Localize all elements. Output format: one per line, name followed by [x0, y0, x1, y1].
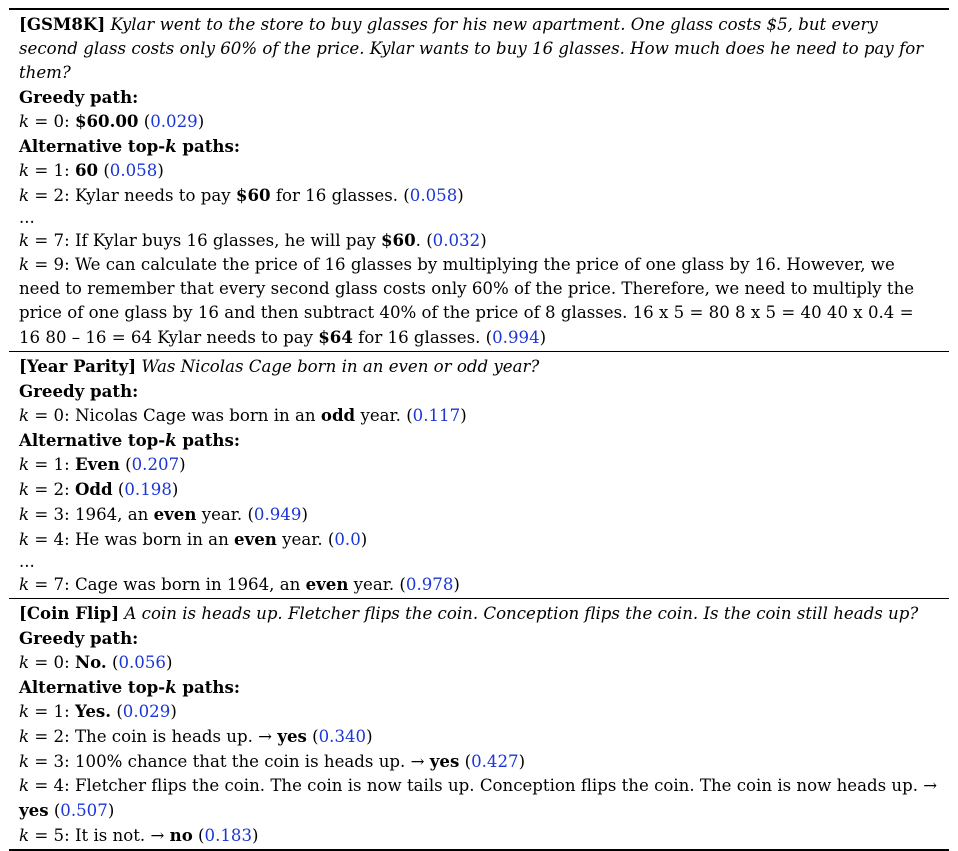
path-text-tail: year. [196, 505, 243, 524]
path-text: If Kylar buys 16 glasses, he will pay [74, 231, 381, 250]
alternative-label: Alternative top-k paths: [19, 430, 240, 450]
k-index: 2 [53, 727, 65, 746]
k-index: 0 [53, 406, 65, 425]
confidence-score: 0.058 [409, 186, 458, 205]
path-line: k = 1: Yes. (0.029) [19, 701, 177, 721]
path-answer: yes [429, 751, 460, 771]
confidence-score: 0.056 [118, 653, 166, 672]
k-variable: k [19, 575, 30, 594]
dataset-tag: [Coin Flip] [19, 603, 120, 623]
k-index: 0 [53, 112, 65, 131]
question-text: A coin is heads up. Fletcher flips the coin. Conception flips the coin. Is the coin still heads up? [124, 604, 919, 623]
path-text: Nicolas Cage was born in an [74, 406, 321, 425]
path-answer: Odd [74, 479, 113, 499]
path-text-tail: for 16 glasses. [270, 186, 399, 205]
path-text: The coin is heads up. → [74, 727, 278, 746]
k-index: 3 [53, 752, 65, 771]
k-index: 1 [53, 455, 65, 474]
k-variable: k [19, 530, 30, 549]
confidence-score: 0.978 [405, 575, 454, 594]
confidence-score: 0.207 [131, 455, 180, 474]
k-index: 1 [53, 161, 65, 180]
path-answer: even [153, 504, 197, 524]
question-text: Kylar went to the store to buy glasses for his new apartment. One glass costs $5, but every second glass costs only 60% of the price. Kylar wants to buy 16 glasses. How much does he need to pay for them? [19, 15, 924, 82]
greedy-label: Greedy path: [19, 628, 139, 648]
path-answer: Even [74, 454, 120, 474]
confidence-score: 0.198 [124, 480, 172, 499]
question-line [19, 354, 939, 379]
k-index: 3 [53, 505, 65, 524]
path-answer: yes [277, 726, 307, 746]
alternative-label: Alternative top-k paths: [19, 677, 240, 697]
k-variable: k [19, 727, 30, 746]
confidence-score: 0.029 [122, 702, 171, 721]
path-line: k = 1: 60 (0.058) [19, 160, 164, 180]
path-line: k = 2: Kylar needs to pay $60 for 16 glasses. (0.058) [19, 185, 464, 205]
example-section [9, 351, 949, 598]
question-line [19, 12, 939, 85]
path-answer: no [169, 825, 193, 845]
k-index: 7 [53, 575, 65, 594]
k-variable: k [19, 702, 30, 721]
path-line: k = 3: 1964, an even year. (0.949) [19, 504, 308, 524]
path-answer: $64 [318, 327, 353, 347]
path-line: k = 0: No. (0.056) [19, 652, 173, 672]
path-answer: odd [320, 405, 356, 425]
k-index: 2 [53, 480, 65, 499]
k-variable: k [19, 255, 30, 274]
confidence-score: 0.340 [318, 727, 367, 746]
k-variable: k [19, 653, 30, 672]
k-variable: k [19, 231, 30, 250]
path-text: Cage was born in 1964, an [74, 575, 306, 594]
k-variable: k [19, 186, 30, 205]
path-line: k = 7: If Kylar buys 16 glasses, he will pay $60. (0.032) [19, 230, 487, 250]
example-section [9, 10, 949, 351]
confidence-score: 0.029 [150, 112, 198, 131]
k-variable: k [19, 505, 30, 524]
path-answer: yes [19, 800, 49, 820]
path-answer: Yes. [74, 701, 112, 721]
k-variable: k [19, 826, 30, 845]
k-index: 4 [53, 776, 65, 795]
path-text: We can calculate the price of 16 glasses by multiplying the price of one glass by 16. However, we need to remember that every second glass costs only 60% of the price. Therefore, we need to multiply the price of one glass by 16 and then subtract 40% of the price of 8 glasses. 16 x 5 = 80 8 x 5 = 40 40 x 0.4 = 16 80 – 16 = 64 Kylar needs to pay [19, 255, 915, 347]
path-text-tail: for 16 glasses. [352, 328, 481, 347]
confidence-score: 0.507 [60, 801, 108, 820]
path-text-tail: . [415, 231, 421, 250]
example-section [9, 598, 949, 849]
path-line: k = 9: We can calculate the price of 16 glasses by multiplying the price of one glass by 16. However, we need to remember that every second glass costs only 60% of the price. Therefore, we need to multiply the price of one glass by 16 and then subtract 40% of the price of 8 glasses. 16 x 5 = 80 8 x 5 = 40 40 x 0.4 = 16 80 – 16 = 64 Kylar needs to pay $64 for 16 glasses. (0.994) [19, 255, 915, 347]
path-line: k = 0: $60.00 (0.029) [19, 111, 205, 131]
k-index: 7 [53, 231, 65, 250]
k-index: 5 [53, 826, 65, 845]
ellipsis: ... [19, 208, 35, 227]
path-answer: even [305, 574, 349, 594]
k-variable: k [19, 406, 30, 425]
path-answer: $60 [381, 230, 416, 250]
path-text-tail: year. [348, 575, 395, 594]
decoding-paths-table [9, 8, 949, 851]
k-index: 0 [53, 653, 65, 672]
path-answer: 60 [74, 160, 99, 180]
path-text: 100% chance that the coin is heads up. → [74, 752, 430, 771]
k-variable: k [19, 112, 30, 131]
confidence-score: 0.994 [492, 328, 540, 347]
greedy-label: Greedy path: [19, 381, 139, 401]
path-line: k = 4: He was born in an even year. (0.0) [19, 529, 368, 549]
k-variable: k [19, 776, 30, 795]
path-text: It is not. → [74, 826, 170, 845]
k-variable: k [19, 455, 30, 474]
dataset-tag: [GSM8K] [19, 14, 106, 34]
k-variable: k [19, 752, 30, 771]
k-index: 2 [53, 186, 65, 205]
path-line: k = 7: Cage was born in 1964, an even year. (0.978) [19, 574, 460, 594]
path-text-tail: year. [355, 406, 401, 425]
confidence-score: 0.117 [412, 406, 461, 425]
path-line: k = 3: 100% chance that the coin is heads up. → yes (0.427) [19, 751, 526, 771]
greedy-label: Greedy path: [19, 87, 139, 107]
path-answer: even [234, 529, 277, 549]
k-index: 1 [53, 702, 65, 721]
question-text: Was Nicolas Cage born in an even or odd year? [141, 357, 540, 376]
path-answer: $60 [235, 185, 271, 205]
confidence-score: 0.0 [334, 530, 361, 549]
path-line: k = 2: The coin is heads up. → yes (0.340) [19, 726, 373, 746]
path-text: Kylar needs to pay [74, 186, 236, 205]
dataset-tag: [Year Parity] [19, 356, 137, 376]
question-line [19, 601, 939, 626]
path-line: k = 0: Nicolas Cage was born in an odd year. (0.117) [19, 405, 467, 425]
k-index: 9 [53, 255, 65, 274]
confidence-score: 0.058 [109, 161, 158, 180]
alternative-label: Alternative top-k paths: [19, 136, 240, 156]
path-line: k = 5: It is not. → no (0.183) [19, 825, 259, 845]
confidence-score: 0.032 [432, 231, 481, 250]
path-answer: $60.00 [74, 111, 139, 131]
path-text: Fletcher flips the coin. The coin is now tails up. Conception flips the coin. The coin is now heads up. → [74, 776, 938, 795]
path-answer: No. [74, 652, 107, 672]
k-variable: k [19, 161, 30, 180]
ellipsis: ... [19, 552, 35, 571]
path-line: k = 1: Even (0.207) [19, 454, 186, 474]
path-text-tail: year. [276, 530, 323, 549]
confidence-score: 0.183 [204, 826, 253, 845]
confidence-score: 0.427 [471, 752, 519, 771]
path-line: k = 2: Odd (0.198) [19, 479, 179, 499]
path-text: 1964, an [74, 505, 154, 524]
path-line: k = 4: Fletcher flips the coin. The coin is now tails up. Conception flips the coin. The coin is now heads up. → yes (0.507) [19, 776, 938, 820]
k-variable: k [19, 480, 30, 499]
path-text: He was born in an [74, 530, 235, 549]
confidence-score: 0.949 [253, 505, 302, 524]
k-index: 4 [53, 530, 65, 549]
